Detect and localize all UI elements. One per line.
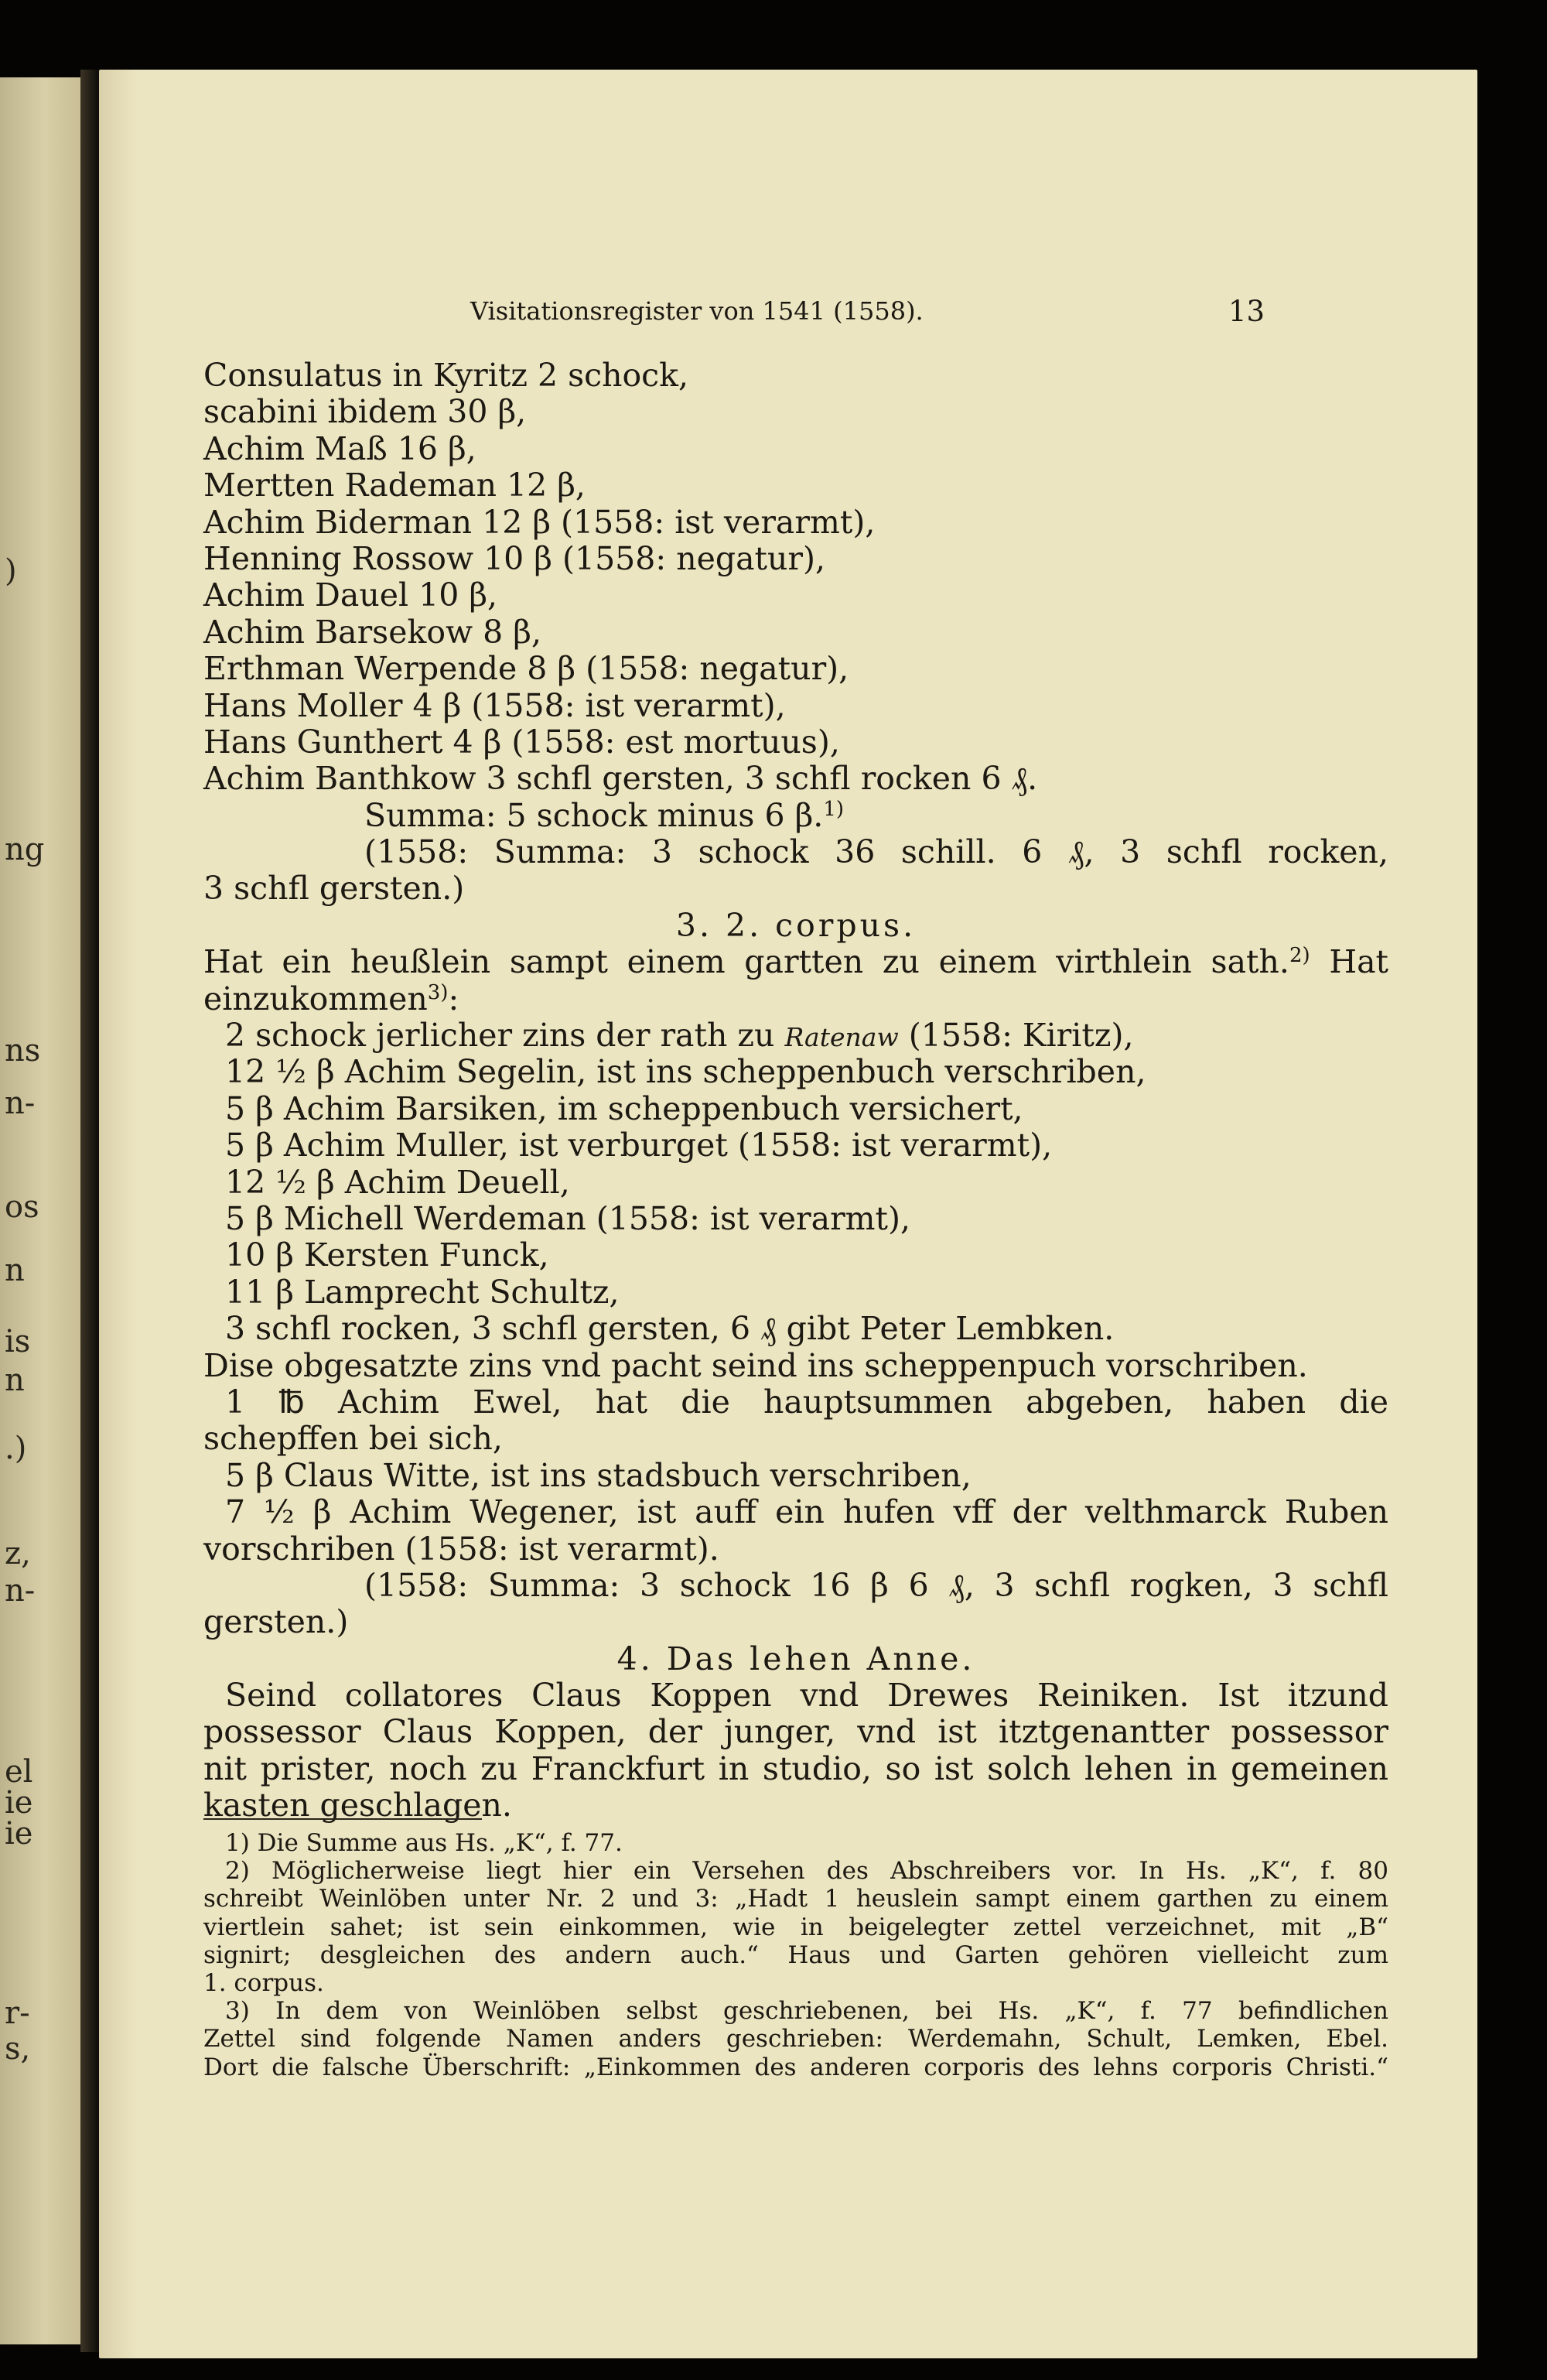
summa-text: Summa: 5 schock minus 6 β. bbox=[364, 796, 824, 834]
text-line: Achim Dauel 10 β, bbox=[203, 576, 498, 614]
text-line: Mertten Rademan 12 β, bbox=[203, 467, 586, 504]
footnote-line: schreibt Weinlöben unter Nr. 2 und 3: „Hadt 1 heuslein sampt einem garthen zu einem bbox=[203, 1885, 1388, 1913]
footnote-line: 3) In dem von Weinlöben selbst geschriebenen, bei Hs. „K“, f. 77 befindlichen bbox=[225, 1997, 1388, 2026]
footnote-ref: 3) bbox=[427, 980, 449, 1004]
text-line: 7 ½ β Achim Wegener, ist auff ein hufen vff der velthmarck Ruben bbox=[225, 1493, 1388, 1531]
margin-fragment: n- bbox=[5, 1573, 36, 1609]
text-line: schepffen bei sich, bbox=[203, 1420, 503, 1458]
section-heading: 3. 2. corpus. bbox=[675, 906, 917, 944]
text-line bbox=[203, 1017, 1388, 1054]
footnote-line: Zettel sind folgende Namen anders geschrieben: Werdemahn, Schult, Lemken, Ebel. bbox=[203, 2025, 1388, 2053]
page-header bbox=[99, 294, 1477, 333]
text-line: Hans Moller 4 β (1558: ist verarmt), bbox=[203, 686, 786, 724]
text-line: 11 β Lamprecht Schultz, bbox=[225, 1273, 620, 1311]
margin-fragment: ie bbox=[5, 1785, 33, 1821]
text-line: scabini ibidem 30 β, bbox=[203, 393, 527, 431]
text-line: Hans Gunthert 4 β (1558: est mortuus), bbox=[203, 723, 840, 761]
section-heading: 4. Das lehen Anne. bbox=[616, 1640, 975, 1677]
book-page bbox=[99, 70, 1477, 2358]
footnote-rule bbox=[203, 1818, 482, 1820]
margin-fragment: n bbox=[5, 1363, 25, 1398]
margin-fragment: n- bbox=[5, 1086, 36, 1121]
margin-fragment: n bbox=[5, 1253, 25, 1288]
text-line: Achim Banthkow 3 schfl gersten, 3 schfl rocken 6 ₰. bbox=[203, 760, 1038, 798]
margin-fragment: os bbox=[5, 1189, 39, 1225]
text-line: (1558: Summa: 3 schock 16 β 6 ₰, 3 schfl rogken, 3 schfl bbox=[364, 1566, 1388, 1604]
text-line: Henning Rossow 10 β (1558: negatur), bbox=[203, 539, 826, 577]
page-number: 13 bbox=[1228, 295, 1265, 328]
text-line: 5 β Michell Werdeman (1558: ist verarmt), bbox=[225, 1199, 911, 1237]
text-line: 1 ℔ Achim Ewel, hat die hauptsummen abgeben, haben die bbox=[225, 1383, 1388, 1421]
text-line bbox=[203, 981, 1388, 1017]
text-line: 3 schfl rocken, 3 schfl gersten, 6 ₰ gibt Peter Lembken. bbox=[225, 1310, 1115, 1348]
text-segment: Hat ein heußlein sampt einem gartten zu einem virthlein sath. bbox=[203, 943, 1289, 981]
margin-fragment: s, bbox=[5, 2031, 31, 2067]
main-text bbox=[203, 357, 1388, 1824]
margin-fragment: .) bbox=[5, 1431, 27, 1466]
text-line: 5 β Achim Barsiken, im scheppenbuch versichert, bbox=[225, 1089, 1023, 1127]
book-gutter bbox=[80, 70, 99, 2352]
text-line: 3 schfl gersten.) bbox=[203, 870, 465, 908]
text-line: Achim Biderman 12 β (1558: ist verarmt), bbox=[203, 503, 876, 541]
footnote-line: 2) Möglicherweise liegt hier ein Versehen des Abschreibers vor. In Hs. „K“, f. 80 bbox=[225, 1857, 1388, 1886]
text-line: nit prister, noch zu Franckfurt in studio, so ist solch lehen in gemeinen bbox=[203, 1749, 1388, 1787]
text-line: Dise obgesatzte zins vnd pacht seind ins scheppenpuch vorschriben. bbox=[203, 1346, 1308, 1384]
margin-fragment: ng bbox=[5, 832, 45, 867]
text-line: Achim Barsekow 8 β, bbox=[203, 613, 541, 651]
text-line: Consulatus in Kyritz 2 schock, bbox=[203, 357, 689, 394]
footnote-line: 1. corpus. bbox=[203, 1968, 324, 1997]
footnotes bbox=[203, 1829, 1388, 2081]
footnote-ref: 1) bbox=[823, 797, 845, 821]
text-line: Seind collatores Claus Koppen vnd Drewes Reiniken. Ist itzund bbox=[225, 1677, 1388, 1715]
text-segment: (1558: Kiritz), bbox=[898, 1017, 1134, 1055]
text-line: kasten geschlagen. bbox=[203, 1787, 512, 1824]
margin-fragment: ns bbox=[5, 1033, 41, 1069]
footnote-ref: 2) bbox=[1289, 944, 1310, 968]
text-line: 5 β Achim Muller, ist verburget (1558: ist verarmt), bbox=[225, 1127, 1053, 1164]
margin-fragment: ie bbox=[5, 1816, 33, 1852]
text-line: Achim Maß 16 β, bbox=[203, 429, 476, 467]
text-segment: 2 schock jerlicher zins der rath zu bbox=[225, 1017, 785, 1055]
place-name: Ratenaw bbox=[784, 1022, 899, 1053]
text-line: 12 ½ β Achim Segelin, ist ins scheppenbuch verschriben, bbox=[225, 1053, 1146, 1091]
margin-fragment: r- bbox=[5, 1995, 30, 2031]
margin-fragment: is bbox=[5, 1324, 31, 1359]
summa-line bbox=[203, 798, 1388, 834]
text-line: 5 β Claus Witte, ist ins stadsbuch verschriben, bbox=[225, 1456, 972, 1494]
text-line: gersten.) bbox=[203, 1603, 349, 1641]
footnote-line: 1) Die Summe aus Hs. „K“, f. 77. bbox=[225, 1829, 623, 1857]
text-segment: einzukommen bbox=[203, 980, 428, 1017]
text-segment: : bbox=[448, 980, 459, 1017]
footnote-line: Dort die falsche Überschrift: „Einkommen des anderen corporis des lehns corporis Christi.“ bbox=[203, 2053, 1388, 2081]
text-line: vorschriben (1558: ist verarmt). bbox=[203, 1530, 719, 1568]
margin-fragment: ) bbox=[5, 553, 17, 589]
text-line bbox=[203, 944, 1388, 980]
text-line: Erthman Werpende 8 β (1558: negatur), bbox=[203, 650, 849, 688]
margin-fragment: z, bbox=[5, 1536, 31, 1571]
text-line: (1558: Summa: 3 schock 36 schill. 6 ₰, 3 schfl rocken, bbox=[364, 833, 1388, 871]
margin-fragment: el bbox=[5, 1754, 33, 1790]
text-segment: Hat bbox=[1310, 943, 1388, 981]
footnote-line: signirt; desgleichen des andern auch.“ Haus und Garten gehören vielleicht zum bbox=[203, 1941, 1388, 1969]
facing-page-edge bbox=[0, 77, 80, 2344]
running-title: Visitationsregister von 1541 (1558). bbox=[470, 296, 924, 326]
text-line: 10 β Kersten Funck, bbox=[225, 1236, 549, 1274]
text-line: possessor Claus Koppen, der junger, vnd ist itztgenantter possessor bbox=[203, 1713, 1388, 1751]
text-line: 12 ½ β Achim Deuell, bbox=[225, 1163, 570, 1201]
footnote-line: viertlein sahet; ist sein einkommen, wie in beigelegter zettel verzeichnet, mit „B“ bbox=[203, 1913, 1388, 1941]
